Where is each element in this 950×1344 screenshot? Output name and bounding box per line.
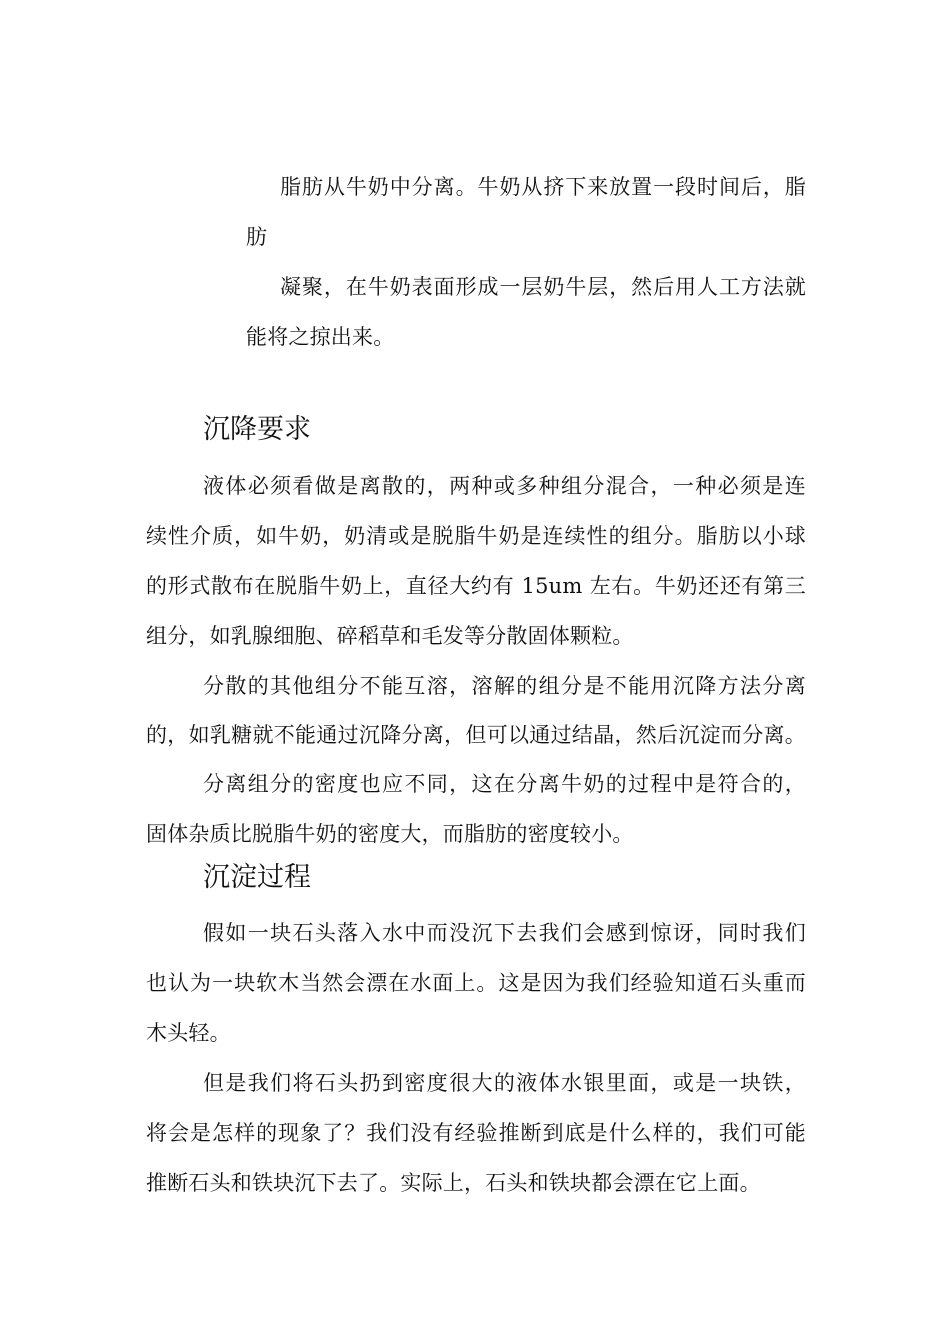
body-line: 推断石头和铁块沉下去了。实际上，石头和铁块都会漂在它上面。	[146, 1171, 761, 1195]
body-line: 将会是怎样的现象了？我们没有经验推断到底是什么样的，我们可能	[146, 1121, 806, 1145]
section-heading: 沉淀过程	[203, 862, 311, 893]
intro-line: 能将之掠出来。	[246, 325, 395, 349]
body-line: 分散的其他组分不能互溶，溶解的组分是不能用沉降方法分离	[203, 674, 806, 698]
body-line: 续性介质，如牛奶，奶清或是脱脂牛奶是连续性的组分。脂肪以小球	[146, 524, 806, 548]
body-line: 的形式散布在脱脂牛奶上，直径大约有 15um 左右。牛奶还还有第三	[146, 574, 806, 598]
body-line: 固体杂质比脱脂牛奶的密度大，而脂肪的密度较小。	[146, 822, 634, 846]
intro-line: 脂肪从牛奶中分离。牛奶从挤下来放置一段时间后，脂	[280, 175, 806, 199]
body-line: 假如一块石头落入水中而没沉下去我们会感到惊讶，同时我们	[203, 921, 806, 945]
intro-line: 凝聚，在牛奶表面形成一层奶牛层，然后用人工方法就	[280, 275, 806, 299]
intro-line: 肪	[246, 225, 268, 249]
body-line: 木头轻。	[146, 1021, 231, 1045]
body-line: 组分，如乳腺细胞、碎稻草和毛发等分散固体颗粒。	[146, 624, 634, 648]
body-line: 的，如乳糖就不能通过沉降分离，但可以通过结晶，然后沉淀而分离。	[146, 723, 806, 747]
body-line: 液体必须看做是离散的，两种或多种组分混合，一种必须是连	[203, 474, 806, 498]
body-line: 也认为一块软木当然会漂在水面上。这是因为我们经验知道石头重而	[146, 971, 806, 995]
body-line: 分离组分的密度也应不同，这在分离牛奶的过程中是符合的，	[203, 772, 806, 796]
section-heading: 沉降要求	[203, 414, 311, 445]
body-line: 但是我们将石头扔到密度很大的液体水银里面，或是一块铁，	[203, 1071, 806, 1095]
